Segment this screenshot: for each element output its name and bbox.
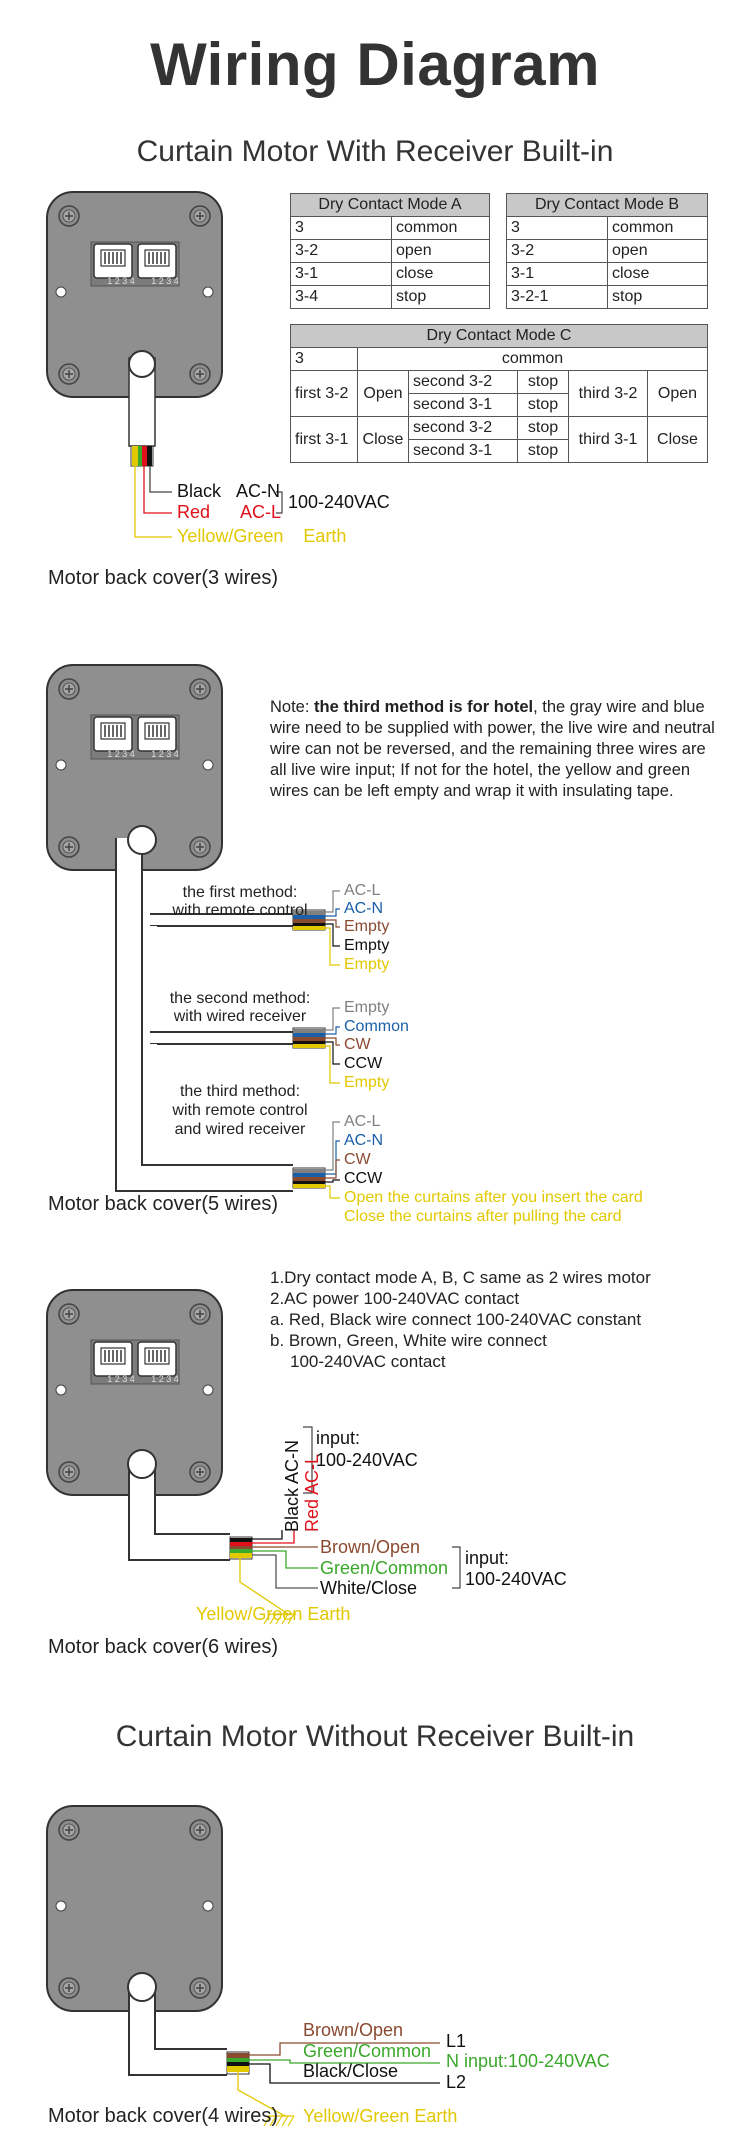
port-pins-label: 1 2 3 4 [151,276,179,286]
table-cell: stop [518,371,569,394]
m2-wire-empty: Empty [344,1074,390,1091]
table-cell: Open [358,371,409,417]
table-cell: first 3-2 [291,371,358,417]
wire-label-black: Black AC-N [177,481,281,501]
m1-wire-empty: Empty [344,956,390,973]
table-cell: open [392,240,490,263]
m1-wire-acl: AC-L [344,882,381,899]
table-cell: second 3-2 [409,371,518,394]
method1-label: the first method: with remote control [172,884,308,919]
table-cell: close [608,263,708,286]
port-pins-label: 1 2 3 4 [151,749,179,759]
table-cell: 3-2 [507,240,608,263]
table-cell: Open [648,371,708,417]
table-cell: 3-1 [507,263,608,286]
note-line: b. Brown, Green, White wire connect [270,1331,547,1350]
table-cell: stop [518,440,569,463]
input1-value: 100-240VAC [316,1450,418,1470]
method2-label: the second method: with wired receiver [169,990,311,1025]
brown-open-label: Brown/Open [303,2020,404,2040]
note-line: 100-240VAC contact [290,1352,446,1371]
hotel-note: Note: the third method is for hotel, the gray wire and blue wire need to be supplied with power, the live wire and neutral wire can not be reversed, and the remaining three wires are all live wire input; If not for the hotel, the yellow and green wires can be left empty and wrap it with insulating tape. [270,698,715,800]
table-cell: close [392,263,490,286]
terminal-l1: L1 [446,2031,467,2051]
section-title-without-receiver: Curtain Motor Without Receiver Built-in [115,1720,635,1753]
m3-wire-cw: CW [344,1151,371,1168]
note-line: 2.AC power 100-240VAC contact [270,1289,520,1308]
input2-label: input: [465,1548,510,1568]
dry-contact-mode-b-table [506,193,708,309]
note-line: a. Red, Black wire connect 100-240VAC constant [270,1310,642,1329]
terminal-l2: L2 [446,2072,467,2092]
m1-wire-acn: AC-N [344,900,384,917]
black-close-label: Black/Close [303,2061,399,2081]
earth-label: Yellow/Green Earth [196,1604,351,1624]
table-cell: first 3-1 [291,417,358,463]
port-pins-label: 1 2 3 4 [151,1374,179,1384]
black-acn-label: Black AC-N [282,1439,302,1532]
white-close-label: White/Close [320,1578,418,1598]
m3-extra-close: Close the curtains after pulling the card [344,1208,622,1225]
table-cell: 3-1 [291,263,392,286]
wire-label-earth: Yellow/Green Earth [177,526,347,546]
table-title: Dry Contact Mode C [291,325,708,348]
m2-wire-ccw: CCW [344,1055,383,1072]
m3-wire-ccw: CCW [344,1170,383,1187]
table-cell: 3 [291,217,392,240]
table-cell: Close [648,417,708,463]
port-pins-label: 1 2 3 4 [107,1374,135,1384]
dry-contact-mode-c-table [290,324,708,463]
table-title: Dry Contact Mode A [291,194,490,217]
input2-value: 100-240VAC [465,1569,567,1589]
table-title: Dry Contact Mode B [507,194,708,217]
m3-extra-open: Open the curtains after you insert the card [344,1189,643,1206]
table-cell: common [392,217,490,240]
table-cell: second 3-1 [409,440,518,463]
table-cell: second 3-2 [409,417,518,440]
table-cell: open [608,240,708,263]
m3-wire-acl: AC-L [344,1113,381,1130]
red-acl-label: Red AC-L [302,1453,322,1532]
page-title: Wiring Diagram [150,31,600,98]
table-cell: stop [608,286,708,309]
port-pins-label: 1 2 3 4 [107,749,135,759]
table-cell: common [608,217,708,240]
port-pins-label: 1 2 3 4 [107,276,135,286]
motor-caption-6-wires: Motor back cover(6 wires) [48,1636,279,1658]
m2-wire-empty: Empty [344,999,390,1016]
m1-wire-empty: Empty [344,937,390,954]
m3-wire-acn: AC-N [344,1132,384,1149]
table-cell: Close [358,417,409,463]
brown-open-label: Brown/Open [320,1537,421,1557]
m1-wire-empty: Empty [344,918,390,935]
section-title-with-receiver: Curtain Motor With Receiver Built-in [136,135,614,168]
voltage-label: 100-240VAC [288,492,390,512]
table-cell: third 3-1 [569,417,648,463]
motor-caption-3-wires: Motor back cover(3 wires) [48,567,279,589]
table-cell: second 3-1 [409,394,518,417]
earth-label: Yellow/Green Earth [303,2106,458,2126]
table-cell: stop [392,286,490,309]
m2-wire-cw: CW [344,1036,371,1053]
wire-label-red: Red AC-L [177,502,282,522]
note-line: 1.Dry contact mode A, B, C same as 2 wires motor [270,1268,651,1287]
green-common-label: Green/Common [303,2041,432,2061]
input1-label: input: [316,1428,361,1448]
table-cell: stop [518,394,569,417]
method3-label: the third method: with remote control and wired receiver [172,1083,308,1138]
dry-contact-mode-a-table [290,193,490,309]
table-cell: 3 [507,217,608,240]
table-cell: stop [518,417,569,440]
input-voltage-label: input:100-240VAC [464,2051,610,2071]
terminal-n: N [446,2051,459,2071]
table-cell: common [358,348,708,371]
motor-caption-5-wires: Motor back cover(5 wires) [48,1193,279,1215]
table-cell: third 3-2 [569,371,648,417]
table-cell: 3 [291,348,358,371]
green-common-label: Green/Common [320,1558,449,1578]
table-cell: 3-2 [291,240,392,263]
six-wire-notes [270,1267,651,1372]
motor-caption-4-wires: Motor back cover(4 wires) [48,2105,279,2127]
table-cell: 3-4 [291,286,392,309]
m2-wire-common: Common [344,1018,409,1035]
table-cell: 3-2-1 [507,286,608,309]
